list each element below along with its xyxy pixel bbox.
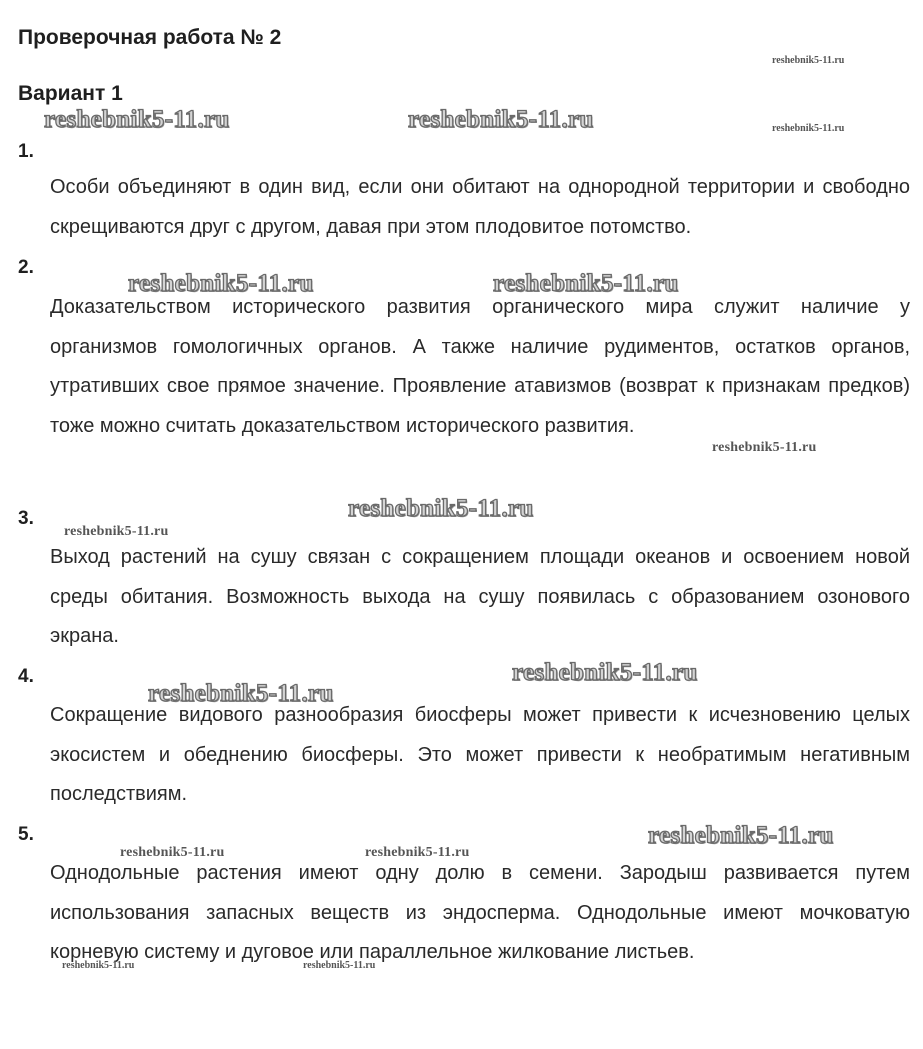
question-number: 1.: [18, 141, 34, 162]
watermark: reshebnik5-11.ru: [493, 270, 679, 297]
page-title: Проверочная работа № 2: [18, 26, 282, 49]
watermark: reshebnik5-11.ru: [348, 495, 534, 522]
watermark: reshebnik5-11.ru: [120, 845, 225, 860]
question-number: 3.: [18, 508, 34, 529]
question-number: 4.: [18, 666, 34, 687]
watermark: reshebnik5-11.ru: [648, 822, 834, 849]
watermark: reshebnik5-11.ru: [44, 106, 230, 133]
watermark: reshebnik5-11.ru: [512, 659, 698, 686]
watermark: reshebnik5-11.ru: [712, 440, 817, 455]
question-number: 5.: [18, 824, 34, 845]
watermark: reshebnik5-11.ru: [408, 106, 594, 133]
variant-heading: Вариант 1: [18, 82, 123, 105]
watermark: reshebnik5-11.ru: [128, 270, 314, 297]
watermark: reshebnik5-11.ru: [365, 845, 470, 860]
watermark: reshebnik5-11.ru: [64, 524, 169, 539]
watermark: reshebnik5-11.ru: [303, 960, 376, 971]
watermark: reshebnik5-11.ru: [772, 55, 845, 66]
answer-text: Доказательством исторического развития органического мира служит наличие у организмов гомологичных органов. А также наличие рудиментов, остатков органов, утративших свое прямое значение. Проявление атавизмов (возврат к признакам предков) тоже можно считать доказательством исторического развития.: [50, 296, 910, 437]
answer-text: Сокращение видового разнообразия биосферы может привести к исчезновению целых экосистем и обеднению биосферы. Это может привести к необратимым негативным последствиям.: [50, 704, 910, 805]
watermark: reshebnik5-11.ru: [772, 123, 845, 134]
answer-text: Особи объединяют в один вид, если они обитают на однородной территории и свободно скрещиваются друг с другом, давая при этом плодовитое потомство.: [50, 176, 910, 238]
question-number: 2.: [18, 257, 34, 278]
watermark: reshebnik5-11.ru: [62, 960, 135, 971]
watermark: reshebnik5-11.ru: [148, 680, 334, 707]
answer-text: Выход растений на сушу связан с сокращением площади океанов и освоением новой среды обитания. Возможность выхода на сушу появилась с образованием озонового экрана.: [50, 546, 910, 647]
answer-text: Однодольные растения имеют одну долю в семени. Зародыш развивается путем использования запасных веществ из эндосперма. Однодольные имеют мочковатую корневую систему и дуговое или параллельное жилкование листьев.: [50, 862, 910, 963]
